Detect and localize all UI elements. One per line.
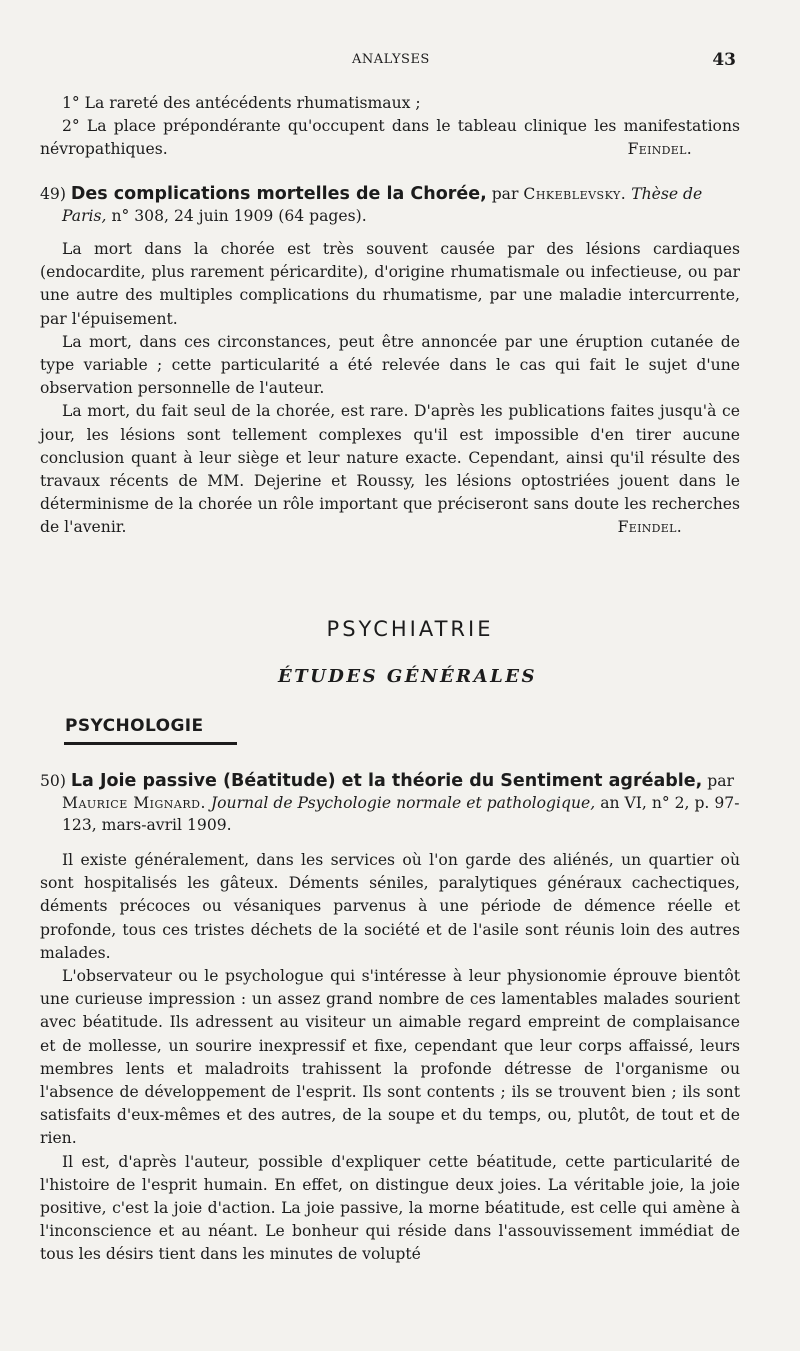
intro-signature: Feindel. xyxy=(627,140,692,159)
entry-50-title: La Joie passive (Béatitude) et la théorie du Sentiment agréable, xyxy=(70,771,703,791)
section-title: PSYCHIATRIE xyxy=(326,617,494,641)
category-underline xyxy=(64,742,237,745)
entry-50-journal: Journal de Psychologie normale et pathologique, xyxy=(210,794,596,812)
entry-49-source: Thèse de Paris, xyxy=(62,185,703,225)
entry-50-paragraph: Il existe généralement, dans les services où l'on garde des aliénés, un quartier où sont hospitalisés les gâteux. Déments séniles, paralytiques généraux cachectiques, déments précoces ou vésaniques parvenus à une période de démence réelle et profonde, tous ces tristes déchets de la société et de l'asile sont réunis loin des autres malades. xyxy=(40,851,740,962)
entry-50-paragraph: Il est, d'après l'auteur, possible d'expliquer cette béatitude, cette particularité de l'histoire de l'esprit humain. En effet, on distingue deux joies. La véritable joie, la joie positive, c'est la joie d'action. La joie passive, la morne béatitude, est celle qui amène à l'inconscience et au néant. Le bonheur qui réside dans l'assouvissement immédiat de tous les désirs tient dans les minutes de volupté xyxy=(40,1152,740,1264)
entry-49-body xyxy=(40,238,740,540)
subsection-title: ÉTUDES GÉNÉRALES xyxy=(278,666,537,687)
entry-49-paragraph: La mort, du fait seul de la chorée, est rare. D'après les publications faites jusqu'à ce jour, les lésions sont tellement complexes qu'il est impossible d'en tirer aucune conclusion quant à leur siège et leur nature exacte. Cependant, ainsi qu'il résulte des travaux récents de MM. Dejerine et Roussy, les lésions optostriées jouent dans le déterminisme de la chorée un rôle important que préciseront sans doute les recherches de l'avenir. xyxy=(40,402,740,537)
intro-item-1: 1° La rareté des antécédents rhumatismaux ; xyxy=(62,94,421,112)
entry-49-signature: Feindel. xyxy=(617,518,682,537)
entry-49-heading xyxy=(40,183,740,227)
entry-50-details: an VI, n° 2, p. 97-123, mars-avril 1909. xyxy=(62,794,740,834)
entry-50-heading xyxy=(40,770,740,836)
entry-50-author: Maurice Mignard. xyxy=(62,794,206,812)
entry-49-paragraph-last xyxy=(40,400,740,539)
entry-50-body xyxy=(40,849,740,1267)
intro-item-2: 2° La place prépondérante qu'occupent dans le tableau clinique les manifestations névropathiques. xyxy=(40,117,740,159)
entry-49-number: 49) xyxy=(40,185,66,203)
category-heading: PSYCHOLOGIE xyxy=(65,716,204,736)
entry-49-paragraph: La mort dans la chorée est très souvent causée par des lésions cardiaques (endocardite, plus rarement péricardite), d'origine rhumatismale ou infectieuse, ou par une autre des multiples complications du rhumatisme, par une maladie intercurrente, par l'épuisement. xyxy=(40,240,740,328)
entry-50-by: par xyxy=(707,772,734,790)
intro-list xyxy=(40,92,740,162)
entry-49-paragraph: La mort, dans ces circonstances, peut être annoncée par une éruption cutanée de type variable ; cette particularité a été relevée dans le cas qui fait le sujet d'une observation personnelle de l'auteur. xyxy=(40,332,740,398)
entry-49 xyxy=(40,183,740,227)
entry-50-number: 50) xyxy=(40,772,66,790)
entry-49-by: par xyxy=(491,185,519,203)
entry-49-author: Chkeblevsky. xyxy=(523,185,627,203)
intro-item-2-wrap xyxy=(40,115,740,161)
page-number: 43 xyxy=(712,50,736,70)
entry-49-details: n° 308, 24 juin 1909 (64 pages). xyxy=(111,207,367,225)
running-header xyxy=(0,52,800,72)
running-title: ANALYSES xyxy=(352,52,430,67)
entry-49-title: Des complications mortelles de la Chorée, xyxy=(70,184,487,204)
entry-50 xyxy=(40,770,740,836)
entry-50-paragraph: L'observateur ou le psychologue qui s'intéresse à leur physionomie éprouve bientôt une curieuse impression : un assez grand nombre de ces lamentables malades sourient avec béatitude. Ils adressent au visiteur un aimable regard empreint de complaisance et de mollesse, un sourire inexpressif et fixe, cependant que leur corps affaissé, leurs membres lents et maladroits trahissent la profonde détresse de l'organisme ou l'absence de développement de l'esprit. Ils sont contents ; ils se trouvent bien ; ils sont satisfaits d'eux-mêmes et des autres, de la soupe et du temps, ou, plutôt, de tout et de rien. xyxy=(40,967,740,1148)
